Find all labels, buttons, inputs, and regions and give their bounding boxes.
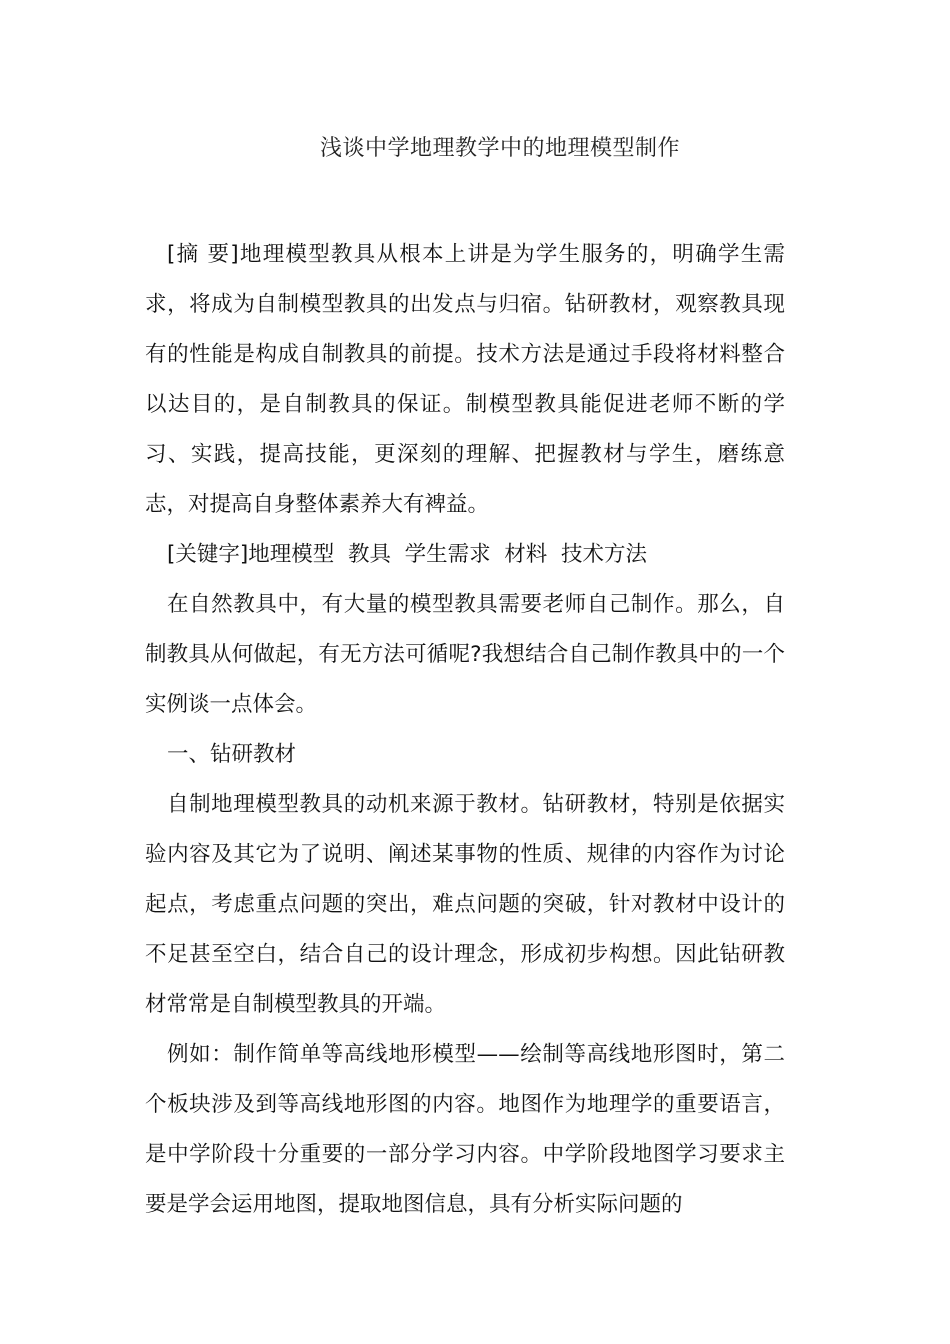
document-body <box>145 230 785 1230</box>
example-paragraph: 例如：制作简单等高线地形模型——绘制等高线地形图时，第二个板块涉及到等高线地形图的内容。地图作为地理学的重要语言，是中学阶段十分重要的一部分学习内容。中学阶段地图学习要求主要是学会运用地图，提取地图信息，具有分析实际问题的 <box>145 1042 785 1217</box>
section-1-paragraph: 自制地理模型教具的动机来源于教材。钻研教材，特别是依据实验内容及其它为了说明、阐述某事物的性质、规律的内容作为讨论起点，考虑重点问题的突出，难点问题的突破，针对教材中设计的不足甚至空白，结合自己的设计理念，形成初步构想。因此钻研教材常常是自制模型教具的开端。 <box>145 792 785 1017</box>
keywords-paragraph: [关键字]地理模型 教具 学生需求 材料 技术方法 <box>167 542 647 567</box>
abstract-paragraph: [摘 要]地理模型教具从根本上讲是为学生服务的，明确学生需求，将成为自制模型教具的出发点与归宿。钻研教材，观察教具现有的性能是构成自制教具的前提。技术方法是通过手段将材料整合以达目的，是自制教具的保证。制模型教具能促进老师不断的学习、实践，提高技能，更深刻的理解、把握教材与学生，磨练意志，对提高自身整体素养大有裨益。 <box>145 242 785 517</box>
intro-paragraph: 在自然教具中，有大量的模型教具需要老师自己制作。那么，自制教具从何做起，有无方法可循呢?我想结合自己制作教具中的一个实例谈一点体会。 <box>145 592 785 717</box>
section-heading-1: 一、钻研教材 <box>167 742 297 767</box>
document-title: 浅谈中学地理教学中的地理模型制作 <box>319 136 680 161</box>
